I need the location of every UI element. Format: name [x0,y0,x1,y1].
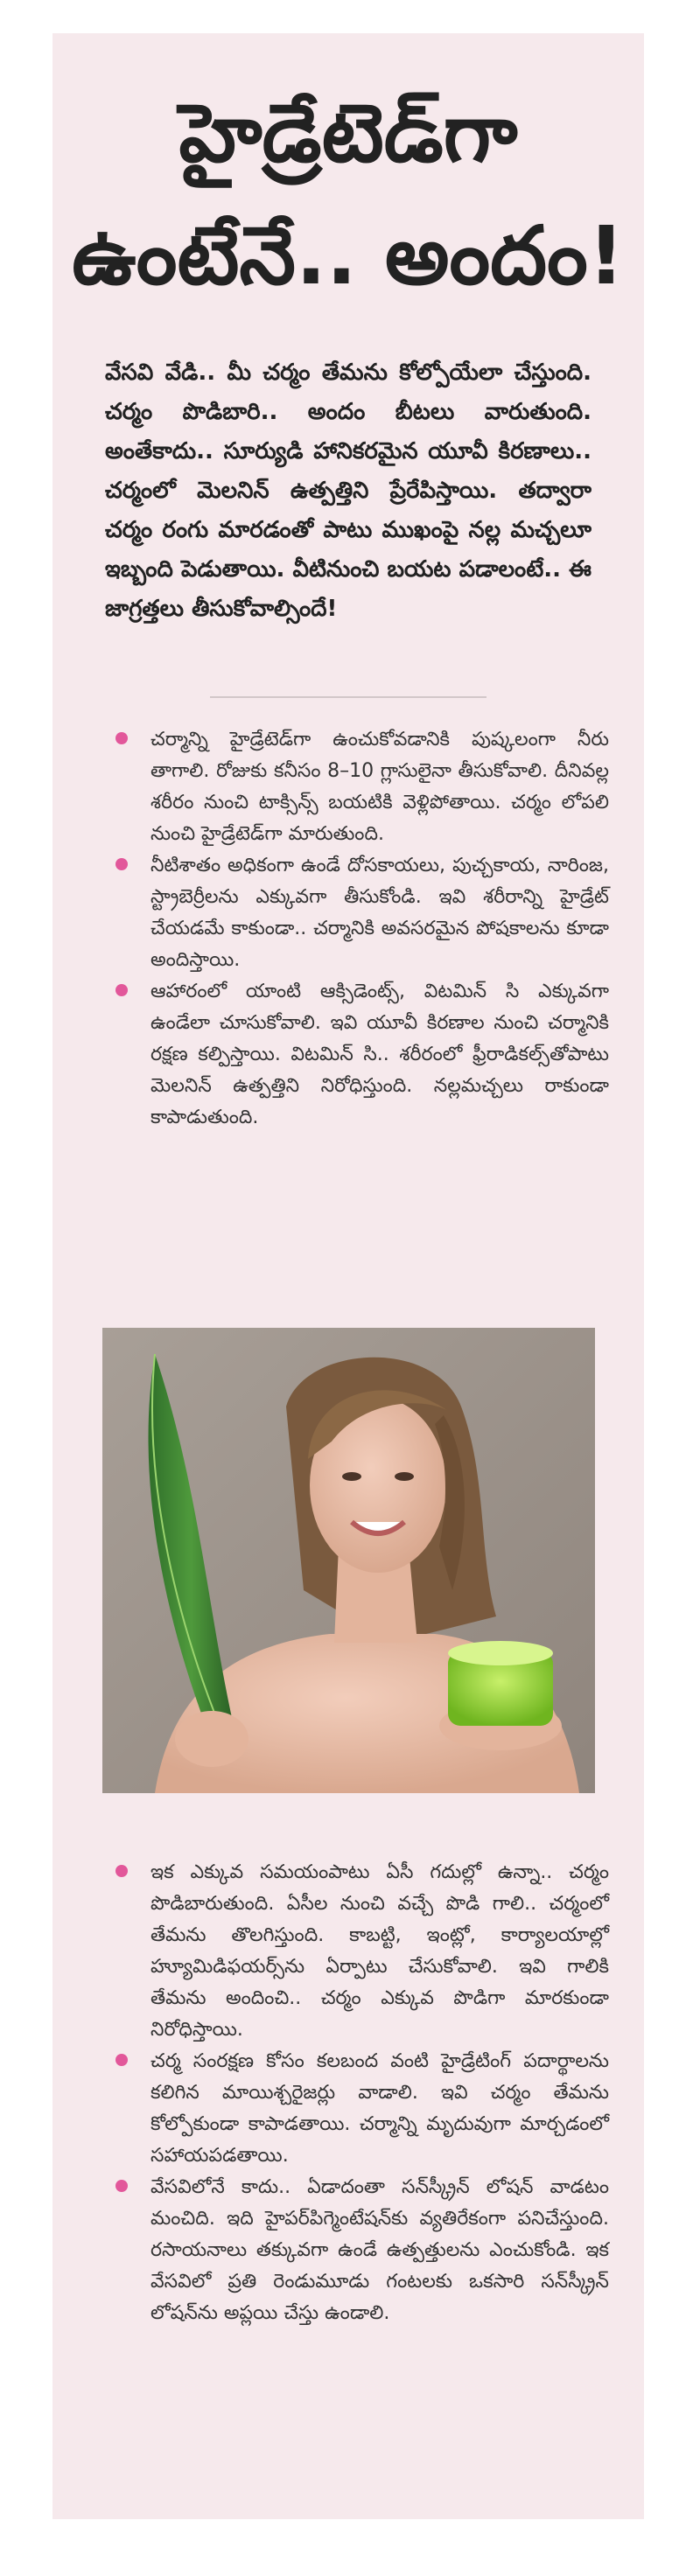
tip-text: చర్మ సంరక్షణ కోసం కలబంద వంటి హైడ్రేటింగ్ పదార్థాలను కలిగిన మాయిశ్చరైజర్లు వాడాలి. ఇవి చర్మం తేమను కోల్పోకుండా కాపాడతాయి. చర్మాన్ని మృదువుగా మార్చడంలో సహాయపడతాయి. [150,2050,609,2167]
tips-list-top [105,724,609,1134]
tip-item [105,2172,609,2329]
aloe-vera-woman-photo [102,1328,595,1793]
headline-line-2: ఉంటేనే.. అందం! [72,209,625,303]
tip-item [105,976,609,1134]
tip-text: చర్మాన్ని హైడ్రేటెడ్‌గా ఉంచుకోవడానికి పుష్కలంగా నీరు తాగాలి. రోజుకు కనీసం 8–10 గ్లాసులైనా తీసుకోవాలి. దీనివల్ల శరీరం నుంచి టాక్సిన్స్ బయటికి వెళ్లిపోతాయి. చర్మం లోపలి నుంచి హైడ్రేటెడ్‌గా మారుతుంది. [150,729,609,845]
intro-paragraph: వేసవి వేడి.. మీ చర్మం తేమను కోల్పోయేలా చేస్తుంది. చర్మం పొడిబారి.. అందం బీటలు వారుతుంది. అంతేకాదు.. సూర్యుడి హానికరమైన యూవీ కిరణాలు.. చర్మంలో మెలనిన్ ఉత్పత్తిని ప్రేరేపిస్తాయి. తద్వారా చర్మం రంగు మారడంతో పాటు ముఖంపై నల్ల మచ్చలూ ఇబ్బంది పెడుతాయి. వీటినుంచి బయట పడాలంటే.. ఈ జాగ్రత్తలు తీసుకోవాల్సిందే! [105,360,592,622]
bullet-icon [116,984,128,996]
tip-item [105,724,609,850]
article-card [52,33,644,2519]
tip-text: వేసవిలోనే కాదు.. ఏడాదంతా సన్‌స్క్రీన్ లోషన్ వాడటం మంచిది. ఇది హైపర్‌పిగ్మెంటేషన్‌కు వ్యతిరేకంగా పనిచేస్తుంది. రసాయనాలు తక్కువగా ఉండే ఉత్పత్తులను ఎంచుకోండి. ఇక వేసవిలో ప్రతి రెండుమూడు గంటలకు ఒకసారి సన్‌స్క్రీన్ లోషన్‌ను అప్లయి చేస్తు ఉండాలి. [150,2176,609,2324]
bullet-icon [116,858,128,870]
section-divider [210,696,486,698]
tip-text: ఇక ఎక్కువ సమయంపాటు ఏసీ గదుల్లో ఉన్నా.. చర్మం పొడిబారుతుంది. ఏసీల నుంచి వచ్చే పొడి గాలి.. చర్మంలో తేమను తొలగిస్తుంది. కాబట్టి, ఇంట్లో, కార్యాలయాల్లో హ్యూమిడిఫయర్స్‌ను ఏర్పాటు చేసుకోవాలి. ఇవి గాలికి తేమను అందించి.. చర్మం ఎక్కువ పొడిగా మారకుండా నిరోధిస్తాయి. [150,1861,609,2041]
bullet-icon [116,732,128,744]
bullet-icon [116,2180,128,2192]
tip-text: నీటిశాతం అధికంగా ఉండే దోసకాయలు, పుచ్చకాయ, నారింజ, స్ట్రాబెర్రీలను ఎక్కువగా తీసుకోండి. ఇవి శరీరాన్ని హైడ్రేట్ చేయడమే కాకుండా.. చర్మానికి అవసరమైన పోషకాలను కూడా అందిస్తాయి. [150,855,609,971]
tip-item [105,1857,609,2046]
tip-text: ఆహారంలో యాంటి ఆక్సిడెంట్స్, విటమిన్ సి ఎక్కువగా ఉండేలా చూసుకోవాలి. ఇవి యూవీ కిరణాల నుంచి చర్మానికి రక్షణ కల్పిస్తాయి. విటమిన్ సి.. శరీరంలో ఫ్రీరాడికల్స్‌తోపాటు మెలనిన్ ఉత్పత్తిని నిరోధిస్తుంది. నల్లమచ్చలు రాకుండా కాపాడుతుంది. [150,981,609,1128]
tip-item [105,850,609,976]
bullet-icon [116,1865,128,1877]
tips-list-bottom [105,1857,609,2329]
bullet-icon [116,2054,128,2066]
headline-line-1: హైడ్రేటెడ్‌గా [178,87,518,180]
tip-item [105,2046,609,2172]
